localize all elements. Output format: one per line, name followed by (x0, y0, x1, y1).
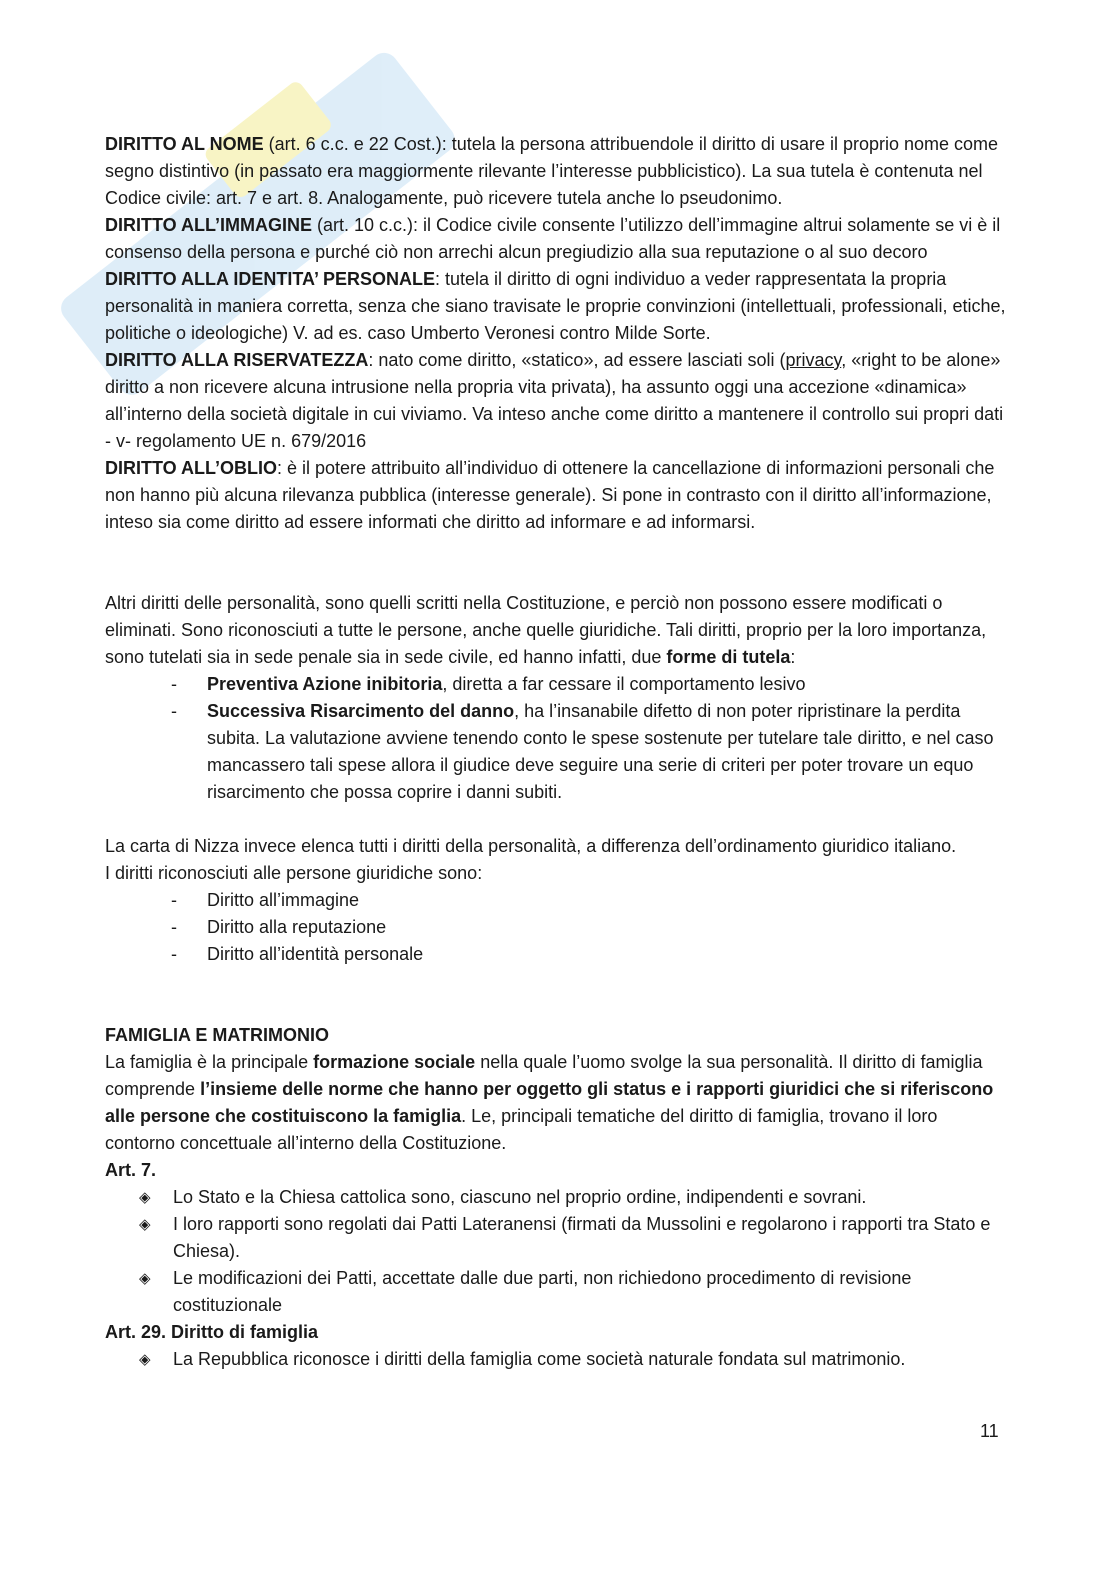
diamond-bullet-icon: ◈ (139, 1189, 151, 1206)
right-image (105, 212, 1010, 266)
spacer (105, 536, 1010, 590)
term-diritto-riservatezza: DIRITTO ALLA RISERVATEZZA (105, 350, 369, 370)
list-item (105, 1346, 1010, 1373)
family-text-2: nella quale l’uomo svolge la sua personalità. Il diritto di famiglia comprende (105, 1052, 983, 1099)
art-7-heading: Art. 7. (105, 1160, 157, 1180)
list-item (105, 671, 1010, 698)
list-item-text: Diritto all’identità personale (207, 944, 424, 964)
dash-bullet: - (171, 701, 177, 721)
list-item-text: Diritto alla reputazione (207, 917, 387, 937)
list-item-text: I loro rapporti sono regolati dai Patti Lateranensi (firmati da Mussolini e regolarono i rapporti tra Stato e Chiesa). (173, 1214, 991, 1261)
term-diritto-oblio: DIRITTO ALL’OBLIO (105, 458, 277, 478)
section-heading (105, 1022, 1010, 1049)
dash-bullet: - (171, 890, 177, 910)
page-number: 11 (980, 1421, 999, 1441)
list-item-text: Diritto all’immagine (207, 890, 360, 910)
dash-bullet: - (171, 674, 177, 694)
right-privacy (105, 347, 1010, 455)
legal-persons-intro: I diritti riconosciuti alle persone giuridiche sono: (105, 863, 483, 883)
family-text-1: La famiglia è la principale (105, 1052, 314, 1072)
list-item (105, 941, 1010, 968)
list-item (105, 1265, 1010, 1319)
art-29-list (105, 1346, 1010, 1373)
page-content (105, 131, 1010, 1373)
family-text-3: . Le, principali tematiche del diritto di famiglia, trovano il loro contorno concettuale all’interno della Costituzione. (105, 1106, 938, 1153)
forme-di-tutela: forme di tutela (666, 647, 791, 667)
list-item-text: Lo Stato e la Chiesa cattolica sono, ciascuno nel proprio ordine, indipendenti e sovrani. (173, 1187, 867, 1207)
form-preventiva: Preventiva Azione inibitoria (207, 674, 443, 694)
art-7-list (105, 1184, 1010, 1319)
right-name (105, 131, 1010, 212)
right-oblivion (105, 455, 1010, 536)
list-item (105, 1184, 1010, 1211)
form-preventiva-text: , diretta a far cessare il comportamento lesivo (442, 674, 806, 694)
nizza-paragraph: La carta di Nizza invece elenca tutti i diritti della personalità, a differenza dell’ordinamento giuridico italiano. (105, 836, 957, 856)
form-successiva: Successiva Risarcimento del danno (207, 701, 515, 721)
dash-bullet: - (171, 944, 177, 964)
list-item (105, 887, 1010, 914)
famiglia-heading: FAMIGLIA E MATRIMONIO (105, 1025, 329, 1045)
diamond-bullet-icon: ◈ (139, 1216, 151, 1233)
term-diritto-al-nome: DIRITTO AL NOME (105, 134, 264, 154)
list-item (105, 1211, 1010, 1265)
family-definition: l’insieme delle norme che hanno per oggetto gli status e i rapporti giuridici che si riferiscono alle persone che costituiscono la famiglia (105, 1079, 994, 1126)
spacer (105, 806, 1010, 833)
constitution-intro (105, 590, 1010, 671)
text-diritto-immagine: (art. 10 c.c.): il Codice civile consente l’utilizzo dell’immagine altrui solamente se vi è il consenso della persona e purché ciò non arrechi alcun pregiudizio alla sua reputazione o al suo decoro (105, 215, 1001, 262)
family-paragraph (105, 1049, 1010, 1157)
privacy-underlined-word: privacy (785, 350, 842, 370)
term-diritto-identita: DIRITTO ALLA IDENTITA’ PERSONALE (105, 269, 436, 289)
constitution-intro-text: Altri diritti delle personalità, sono quelli scritti nella Costituzione, e perciò non possono essere modificati o eliminati. Sono riconosciuti a tutte le persone, anche quelle giuridiche. Tali diritti, proprio per la loro importanza, sono tutelati sia in sede penale sia in sede civile, ed hanno infatti, due (105, 593, 987, 667)
protection-forms-list (105, 671, 1010, 806)
list-item-text: Le modificazioni dei Patti, accettate dalle due parti, non richiedono procedimento di revisione costituzionale (173, 1268, 912, 1315)
text-diritto-oblio: : è il potere attribuito all’individuo di ottenere la cancellazione di informazioni personali che non hanno più alcuna rilevanza pubblica (interesse generale). Si pone in contrasto con il diritto all’informazione, inteso sia come diritto ad essere informati che diritto ad informare e ad informarsi. (105, 458, 995, 532)
list-item (105, 698, 1010, 806)
text-diritto-identita: : tutela il diritto di ogni individuo a veder rappresentata la propria personalità in maniera corretta, senza che siano travisate le proprie convinzioni (intellettuali, professionali, etiche, politiche o ideologiche) V. ad es. caso Umberto Veronesi contro Milde Sorte. (105, 269, 1006, 343)
form-successiva-text: , ha l’insanabile difetto di non poter ripristinare la perdita subita. La valutazione avviene tenendo conto le spese sostenute per tutelare tale diritto, e nel caso mancassero tali spese allora il giudice deve seguire una serie di criteri per poter trovare un equo risarcimento che possa coprire i danni subiti. (207, 701, 994, 802)
diamond-bullet-icon: ◈ (139, 1270, 151, 1287)
legal-persons-rights-list (105, 887, 1010, 968)
right-identity (105, 266, 1010, 347)
diamond-bullet-icon: ◈ (139, 1351, 151, 1368)
article-heading (105, 1157, 1010, 1184)
article-heading (105, 1319, 1010, 1346)
text-riservatezza-end: , «right to be alone» diritto a non ricevere alcuna intrusione nella propria vita privata), ha assunto oggi una accezione «dinamica» all’interno della società digitale in cui viviamo. Va inteso anche come diritto a mantenere il controllo sui propri dati - v- regolamento UE n. 679/2016 (105, 350, 1004, 451)
art-29-heading: Art. 29. Diritto di famiglia (105, 1322, 319, 1342)
text-diritto-al-nome: (art. 6 c.c. e 22 Cost.): tutela la persona attribuendole il diritto di usare il proprio nome come segno distintivo (in passato era maggiormente rilevante l’interesse pubblicistico). La sua tutela è contenuta nel Codice civile: art. 7 e art. 8. Analogamente, può ricevere tutela anche lo pseudonimo. (105, 134, 999, 208)
text-riservatezza-start: : nato come diritto, «statico», ad essere lasciati soli ( (368, 350, 786, 370)
constitution-intro-end: : (790, 647, 796, 667)
formazione-sociale: formazione sociale (313, 1052, 476, 1072)
list-item-text: La Repubblica riconosce i diritti della famiglia come società naturale fondata sul matrimonio. (173, 1349, 906, 1369)
list-item (105, 914, 1010, 941)
term-diritto-immagine: DIRITTO ALL’IMMAGINE (105, 215, 312, 235)
dash-bullet: - (171, 917, 177, 937)
spacer (105, 968, 1010, 1022)
